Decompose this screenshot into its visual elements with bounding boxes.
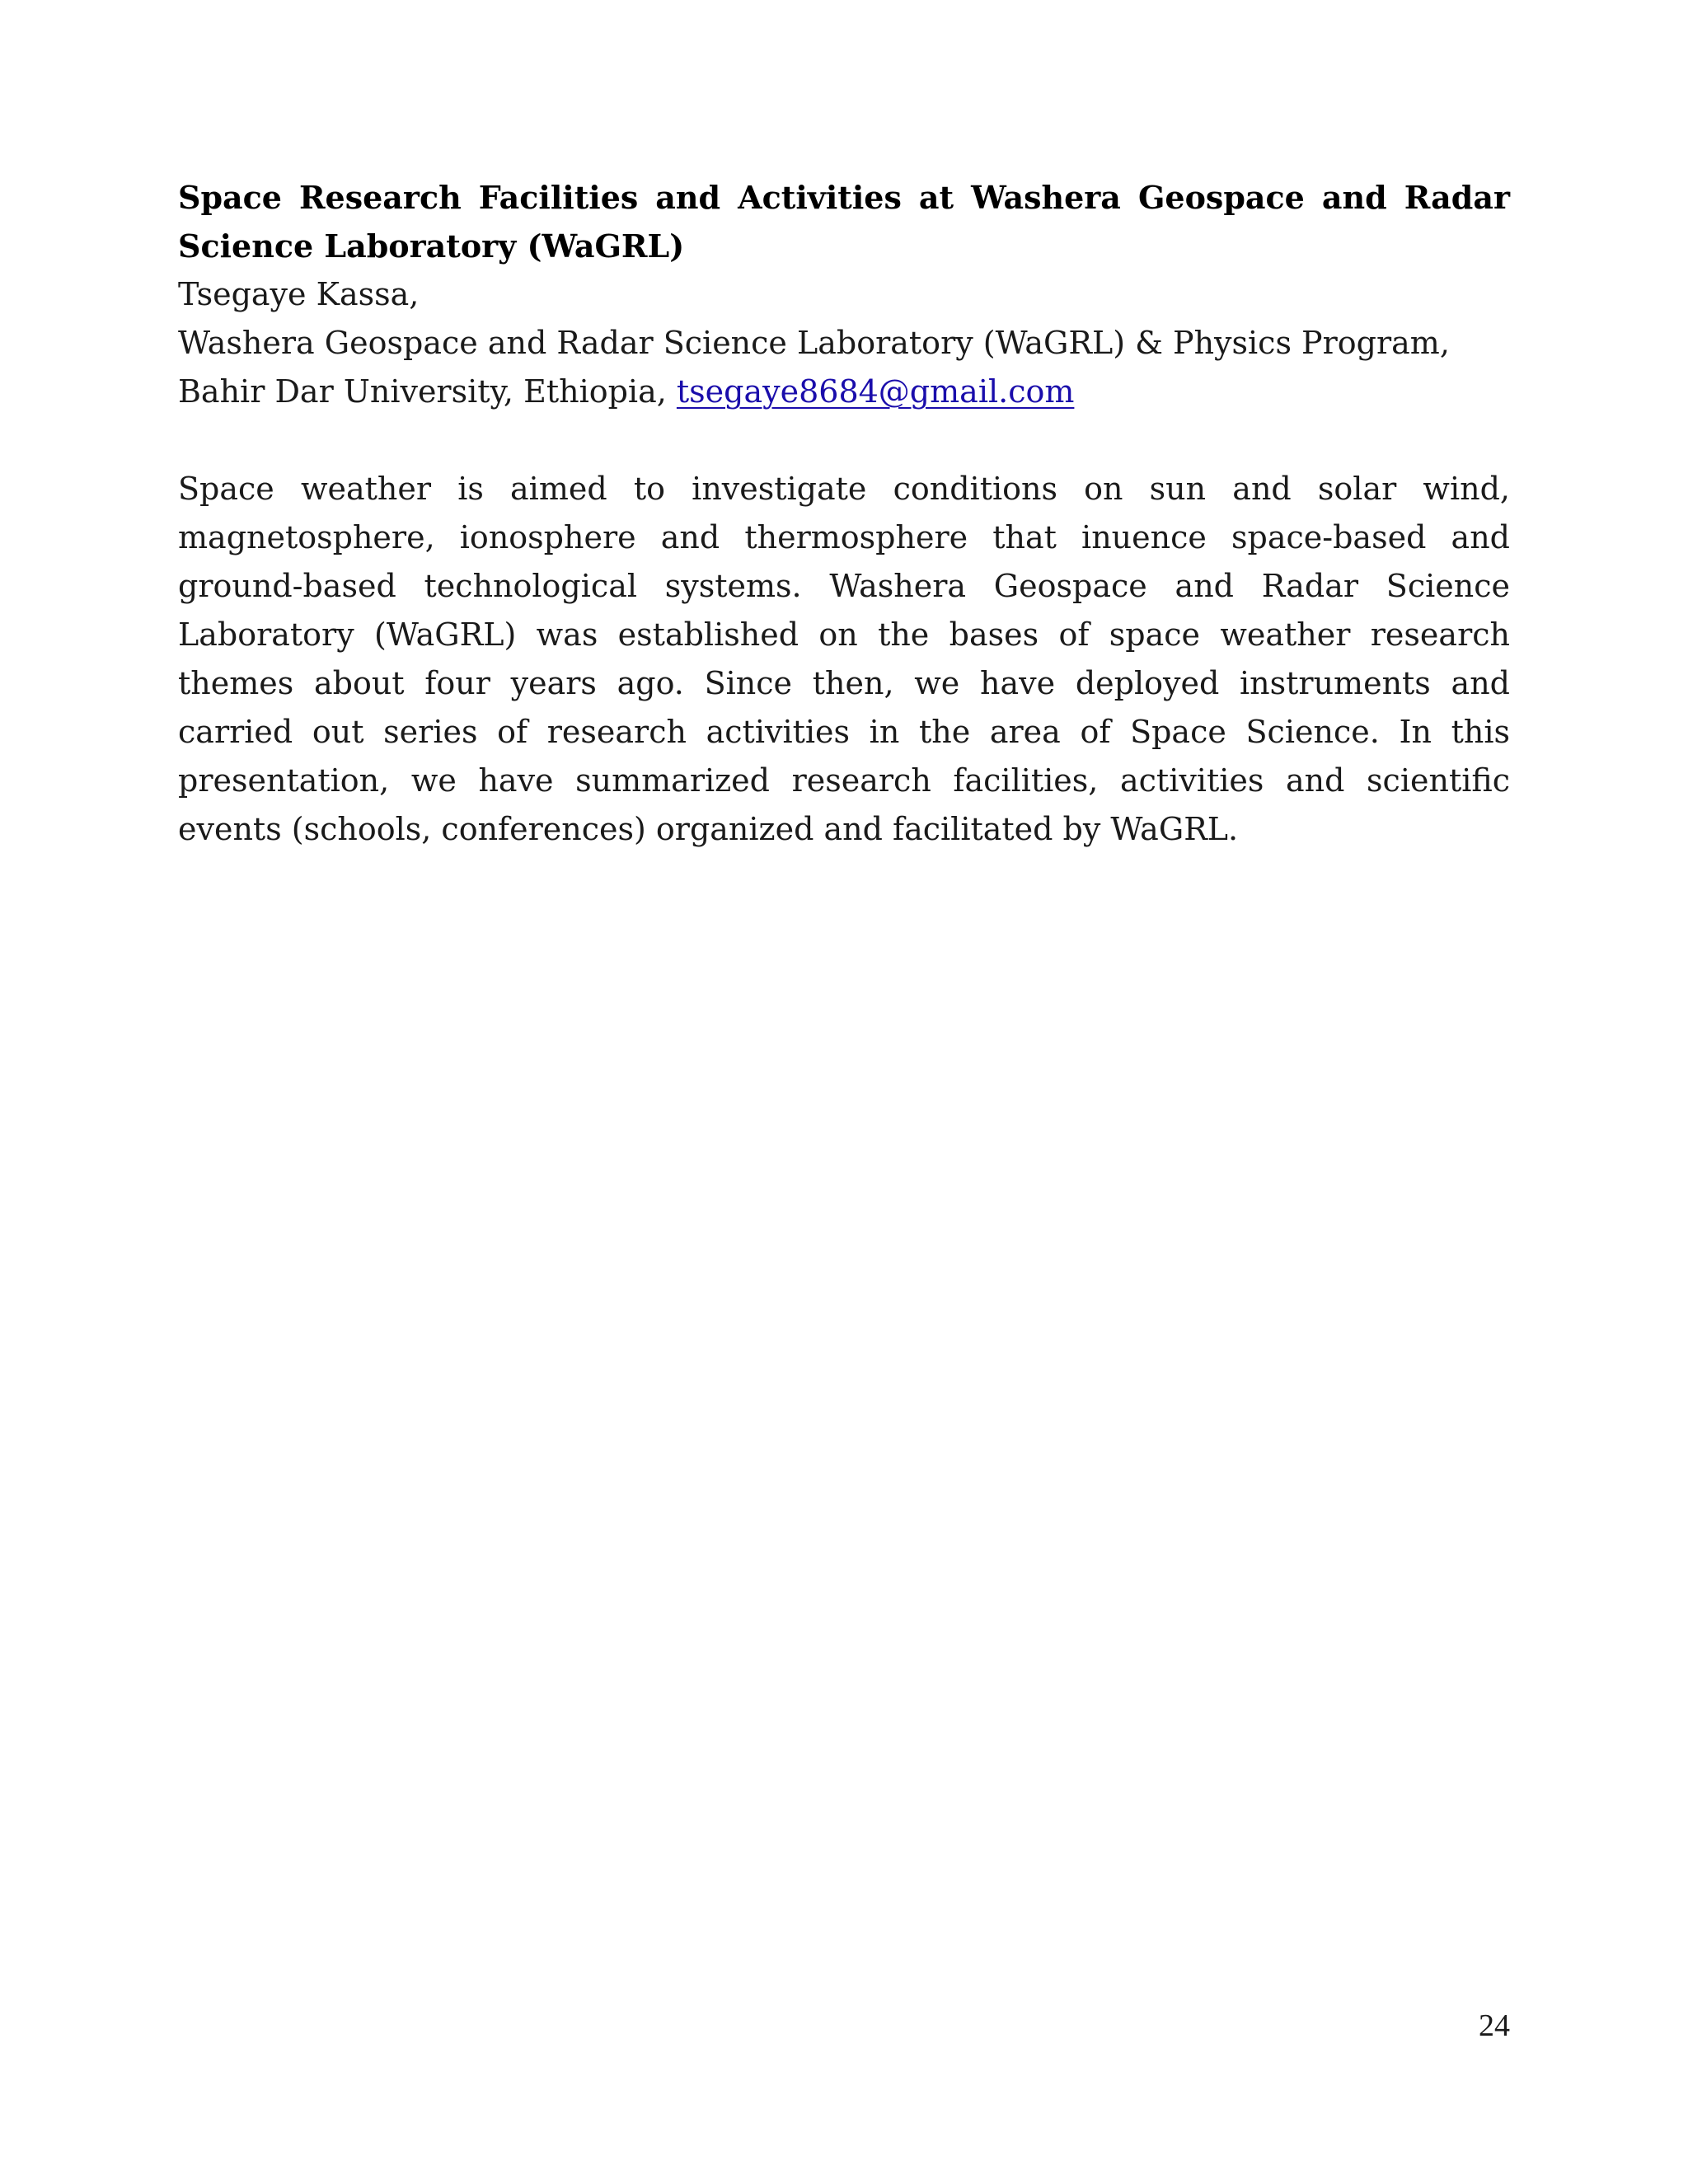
affiliation-line-2 [178,368,1510,416]
page-number: 24 [1479,2008,1510,2043]
author-email-link[interactable]: tsegaye8684@gmail.com [676,373,1075,410]
paper-title: Space Research Facilities and Activities at Washera Geospace and Radar Science Laboratory (WaGRL) [178,179,1510,265]
paper-page [178,173,1510,885]
author-name: Tsegaye Kassa, [178,276,420,312]
affiliation-university: Bahir Dar University, Ethiopia, [178,373,677,410]
affiliation-line-1: Washera Geospace and Radar Science Laboratory (WaGRL) & Physics Program, [178,325,1450,361]
abstract-paragraph: Space weather is aimed to investigate conditions on sun and solar wind, magnetosphere, ionosphere and thermosphere that inuence space-based and ground-based technological systems. Washera Geospace and Radar Science Laboratory (WaGRL) was established on the bases of space weather research themes about four years ago. Since then, we have deployed instruments and carried out series of research activities in the area of Space Science. In this presentation, we have summarized research facilities, activities and scientific events (schools, conferences) organized and facilitated by WaGRL. [178,471,1510,847]
